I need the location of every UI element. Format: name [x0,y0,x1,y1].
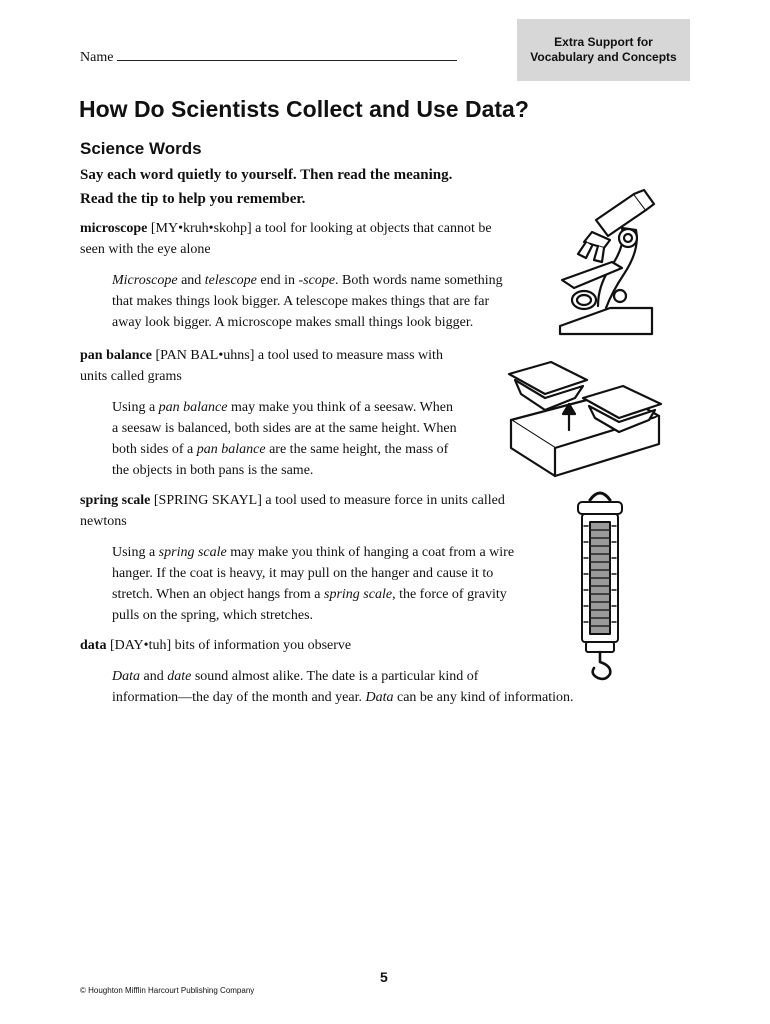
extra-support-badge [517,19,690,81]
support-line-2: Vocabulary and Concepts [530,50,677,64]
name-blank-line[interactable] [117,49,457,61]
microscope-illustration [548,188,668,338]
entry-word: microscope [80,221,148,236]
entry-word: data [80,638,107,653]
entry-spring-scale-tip: Using a spring scale may make you think of hanging a coat from a wire hanger. If the coat is heavy, it may pull on the hanger and cause it to stretch. When an object hangs from a spring scale, the force of gravity pulls on the spring, which stretches. [112,545,515,623]
entry-data-tip: Data and date sound almost alike. The date is a particular kind of information—the day of the month and year. Data can be any kind of information. [112,669,574,705]
spring-scale-illustration [570,486,630,681]
entry-word: pan balance [80,348,152,363]
entry-pan-balance-tip: Using a pan balance may make you think of a seesaw. When a seesaw is balanced, both sides are at the same height. When both sides of a pan balance are the same height, the mass of the objects in both pans is the same. [112,400,457,478]
entry-microscope-tip: Microscope and telescope end in -scope. Both words name something that makes things look bigger. A telescope makes things that are far away look bigger. A microscope makes small things look bigger. [112,273,503,330]
copyright-notice: © Houghton Mifflin Harcourt Publishing Company [80,986,255,995]
entry-word: spring scale [80,493,151,508]
instruction-line-1: Say each word quietly to yourself. Then read the meaning. [80,167,453,183]
section-heading: Science Words [80,139,202,158]
entry-spring-scale-definition: spring scale [SPRING SKAYL] a tool used to measure force in units called newtons [80,493,505,529]
entry-microscope-definition: microscope [MY•kruh•skohp] a tool for looking at objects that cannot be seen with the eye alone [80,221,492,257]
name-field[interactable] [80,49,457,66]
entry-data-definition: data [DAY•tuh] bits of information you observe [80,638,352,653]
entry-pan-balance-definition: pan balance [PAN BAL•uhns] a tool used to measure mass with units called grams [80,348,443,384]
page-number: 5 [380,969,388,985]
support-line-1: Extra Support for [554,35,653,49]
page-title: How Do Scientists Collect and Use Data? [79,96,529,122]
instruction-line-2: Read the tip to help you remember. [80,191,306,207]
pan-balance-illustration [505,358,665,478]
name-label: Name [80,50,114,65]
